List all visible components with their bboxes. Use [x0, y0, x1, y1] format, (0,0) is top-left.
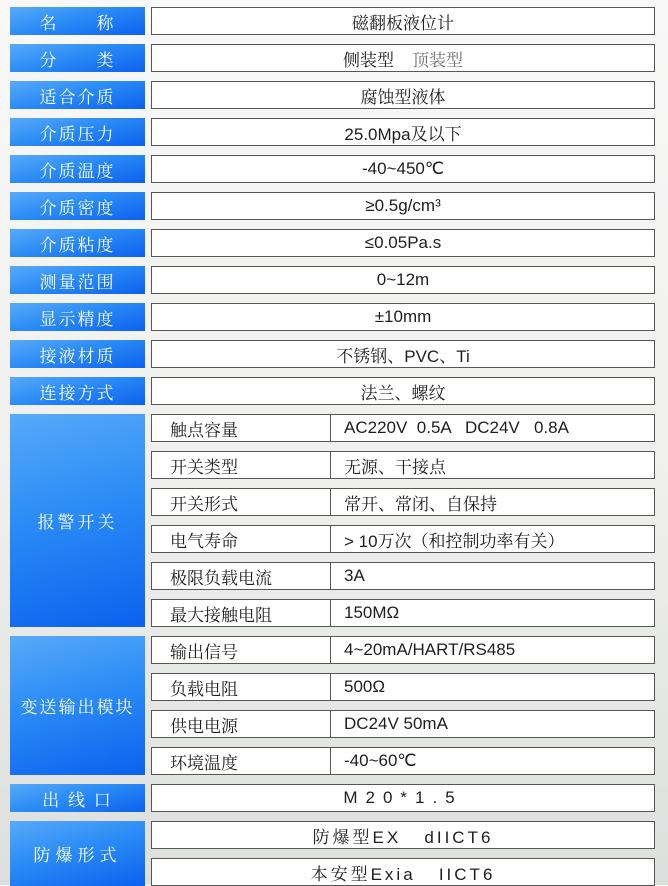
row-label: 变送输出模块	[10, 636, 145, 775]
spec-row	[10, 7, 655, 35]
spec-row	[10, 266, 655, 294]
group-row-sublabel: 开关类型	[152, 452, 331, 478]
group-row	[151, 525, 655, 553]
row-label: 适合介质	[10, 81, 145, 109]
row-label: 出 线 口	[10, 784, 145, 812]
spec-row	[10, 155, 655, 183]
row-label: 报警开关	[10, 414, 145, 627]
group-row	[151, 636, 655, 664]
row-value	[151, 229, 655, 257]
group-row	[151, 414, 655, 442]
row-group	[151, 414, 655, 627]
spec-row	[10, 81, 655, 109]
row-label: 名 称	[10, 7, 145, 35]
group-row-sublabel: 极限负载电流	[152, 563, 331, 589]
group-row-value: -40~60℃	[344, 751, 417, 770]
group-row	[151, 451, 655, 479]
group-row-value: 无源、干接点	[344, 457, 446, 477]
row-value-secondary-text: 顶装型	[412, 50, 463, 70]
group-row-value: 4~20mA/HART/RS485	[344, 640, 516, 659]
group-row-value: 常开、常闭、自保持	[344, 494, 497, 514]
spec-row	[10, 377, 655, 405]
row-label: 介质密度	[10, 192, 145, 220]
group-row-sublabel: 最大接触电阻	[152, 600, 331, 626]
group-row	[151, 488, 655, 516]
row-value	[151, 303, 655, 331]
row-value-text: 不锈钢、PVC、Ti	[336, 346, 470, 366]
row-value-text: 法兰、螺纹	[360, 383, 446, 403]
row-value	[151, 340, 655, 368]
stack-row-value: 防爆型EX dIICT6	[151, 821, 655, 849]
group-row-sublabel: 环境温度	[152, 748, 331, 774]
row-group	[151, 821, 655, 886]
group-row-sublabel: 开关形式	[152, 489, 331, 515]
group-row-sublabel: 触点容量	[152, 415, 331, 441]
row-value	[151, 118, 655, 146]
row-value	[151, 81, 655, 109]
spec-row	[10, 303, 655, 331]
spec-row	[10, 340, 655, 368]
row-label: 接液材质	[10, 340, 145, 368]
stack-row-value: 本安型Exia IICT6	[151, 858, 655, 886]
spec-row	[10, 44, 655, 72]
row-label: 连接方式	[10, 377, 145, 405]
row-value	[151, 192, 655, 220]
spec-row	[10, 118, 655, 146]
row-value-text: ±10mm	[374, 307, 432, 326]
row-label: 显示精度	[10, 303, 145, 331]
group-row-value: 3A	[344, 566, 365, 585]
row-value-text: M20*1.5	[343, 788, 463, 807]
spec-row	[10, 192, 655, 220]
spec-row	[10, 784, 655, 812]
row-label: 测量范围	[10, 266, 145, 294]
row-value-text: 侧装型	[343, 50, 394, 70]
group-row-value: 150MΩ	[344, 603, 400, 622]
row-value-text: ≤0.05Pa.s	[364, 233, 442, 252]
group-row-value: AC220V 0.5A DC24V 0.8A	[344, 418, 569, 437]
group-row-sublabel: 负载电阻	[152, 674, 331, 700]
group-row	[151, 599, 655, 627]
spec-row	[10, 414, 655, 627]
row-label: 分 类	[10, 44, 145, 72]
group-row-value: DC24V 50mA	[344, 714, 448, 733]
row-value-text: 磁翻板液位计	[352, 13, 454, 33]
row-value-text: 25.0Mpa及以下	[344, 124, 462, 144]
group-row-sublabel: 供电电源	[152, 711, 331, 737]
row-group	[151, 636, 655, 775]
group-row	[151, 673, 655, 701]
row-value-text: -40~450℃	[362, 159, 444, 178]
spec-row	[10, 821, 655, 886]
row-label: 介质压力	[10, 118, 145, 146]
row-value	[151, 155, 655, 183]
group-row	[151, 747, 655, 775]
group-row-value: 500Ω	[344, 677, 386, 696]
row-value	[151, 44, 655, 72]
row-value	[151, 7, 655, 35]
group-row	[151, 710, 655, 738]
row-value	[151, 266, 655, 294]
group-row-sublabel: 输出信号	[152, 637, 331, 663]
row-label: 防爆形式	[10, 821, 145, 886]
spec-row	[10, 229, 655, 257]
spec-row	[10, 636, 655, 775]
group-row	[151, 562, 655, 590]
row-value-text: 腐蚀型液体	[360, 87, 446, 107]
row-value	[151, 377, 655, 405]
row-label: 介质温度	[10, 155, 145, 183]
row-label: 介质粘度	[10, 229, 145, 257]
row-value	[151, 784, 655, 812]
row-value-text: ≥0.5g/cm³	[365, 196, 441, 215]
group-row-sublabel: 电气寿命	[152, 526, 331, 552]
row-value-text: 0~12m	[376, 270, 430, 289]
group-row-value: > 10万次（和控制功率有关）	[344, 531, 565, 551]
